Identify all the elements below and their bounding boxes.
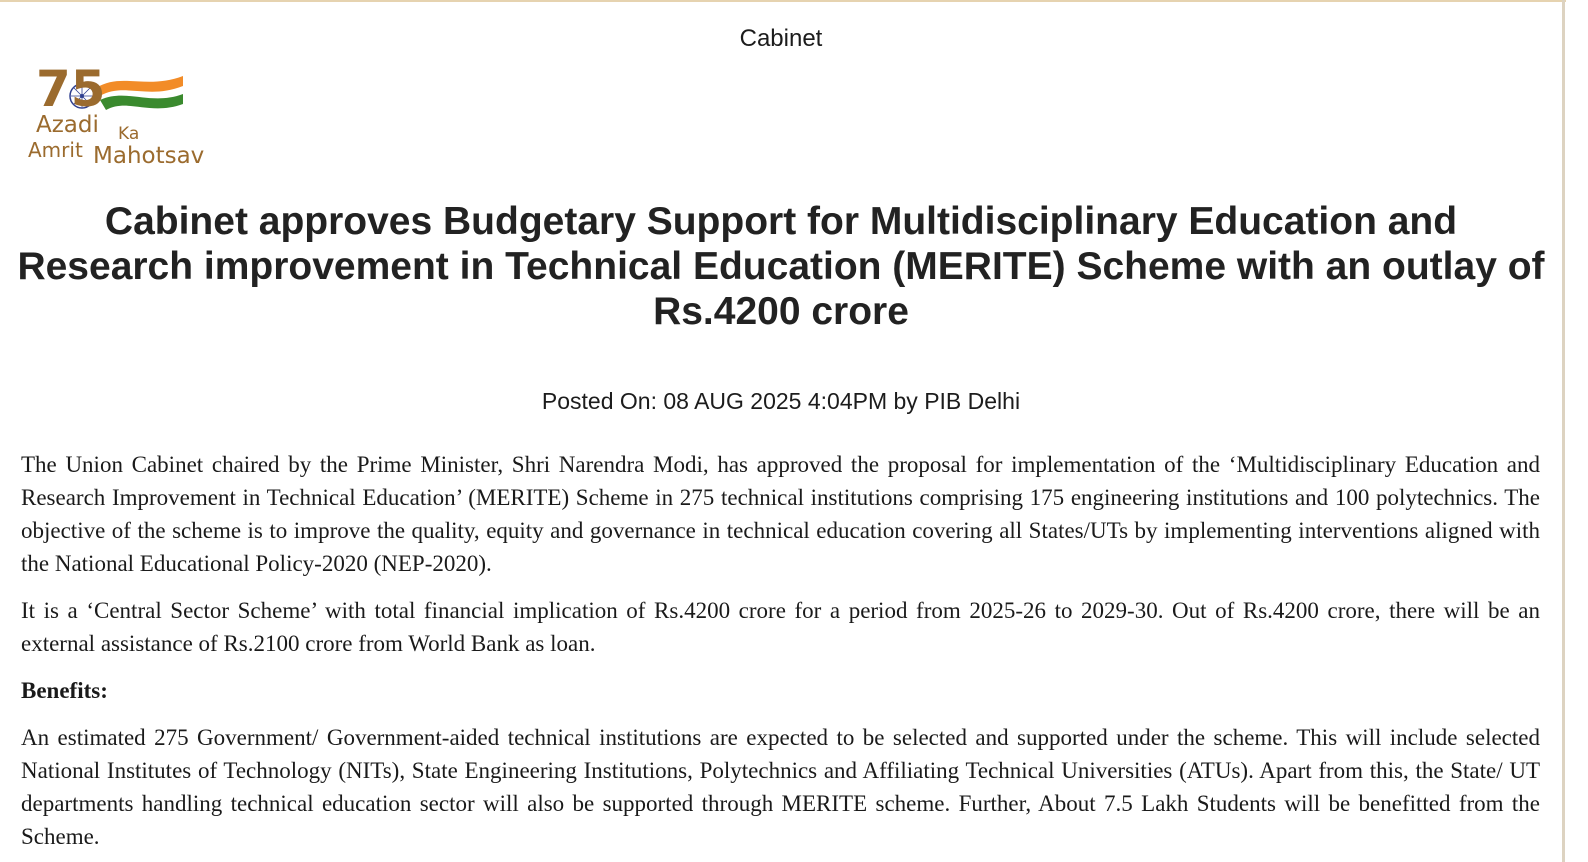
logo-text-azadi: Azadi bbox=[36, 112, 99, 138]
logo-75-flag-graphic bbox=[26, 60, 226, 120]
logo-text-mahotsav: Mahotsav bbox=[93, 143, 205, 169]
azadi-ka-amrit-mahotsav-logo bbox=[26, 60, 226, 170]
article-title: Cabinet approves Budgetary Support for Multidisciplinary Education and Research improvement in Technical Education (MERITE) Scheme with an outlay of Rs.4200 crore bbox=[17, 200, 1545, 333]
article-paragraph: It is a ‘Central Sector Scheme’ with total financial implication of Rs.4200 crore for a period from 2025-26 to 2029-30. Out of Rs.4200 crore, there will be an external assistance of Rs.2100 crore from World Bank as loan. bbox=[21, 598, 1540, 656]
posted-date-line: Posted On: 08 AUG 2025 4:04PM by PIB Delhi bbox=[541, 388, 1021, 414]
page-top-border bbox=[0, 0, 1566, 2]
page-right-border bbox=[1562, 0, 1565, 862]
article-paragraph: The Union Cabinet chaired by the Prime Minister, Shri Narendra Modi, has approved the proposal for implementation of the ‘Multidisciplinary Education and Research Improvement in Technical Education’ (MERITE) Scheme in 275 technical institutions comprising 175 engineering institutions and 100 polytechnics. The objective of the scheme is to improve the quality, equity and governance in technical education covering all States/UTs by implementing interventions aligned with the National Educational Policy-2020 (NEP-2020). bbox=[21, 452, 1540, 576]
ministry-label: Cabinet bbox=[739, 25, 823, 52]
benefits-paragraph: An estimated 275 Government/ Government-aided technical institutions are expected to be selected and supported under the scheme. This will include selected National Institutes of Technology (NITs), State Engineering Institutions, Polytechnics and Affiliating Technical Universities (ATUs). Apart from this, the State/ UT departments handling technical education sector will also be supported through MERITE scheme. Further, About 7.5 Lakh Students will be benefitted from the Scheme. bbox=[21, 725, 1540, 849]
article-body bbox=[21, 448, 1540, 862]
logo-text-amrit: Amrit bbox=[28, 138, 83, 162]
benefits-heading: Benefits: bbox=[21, 678, 108, 703]
logo-number: 75 bbox=[36, 60, 106, 118]
logo-text-ka: Ka bbox=[118, 124, 140, 144]
